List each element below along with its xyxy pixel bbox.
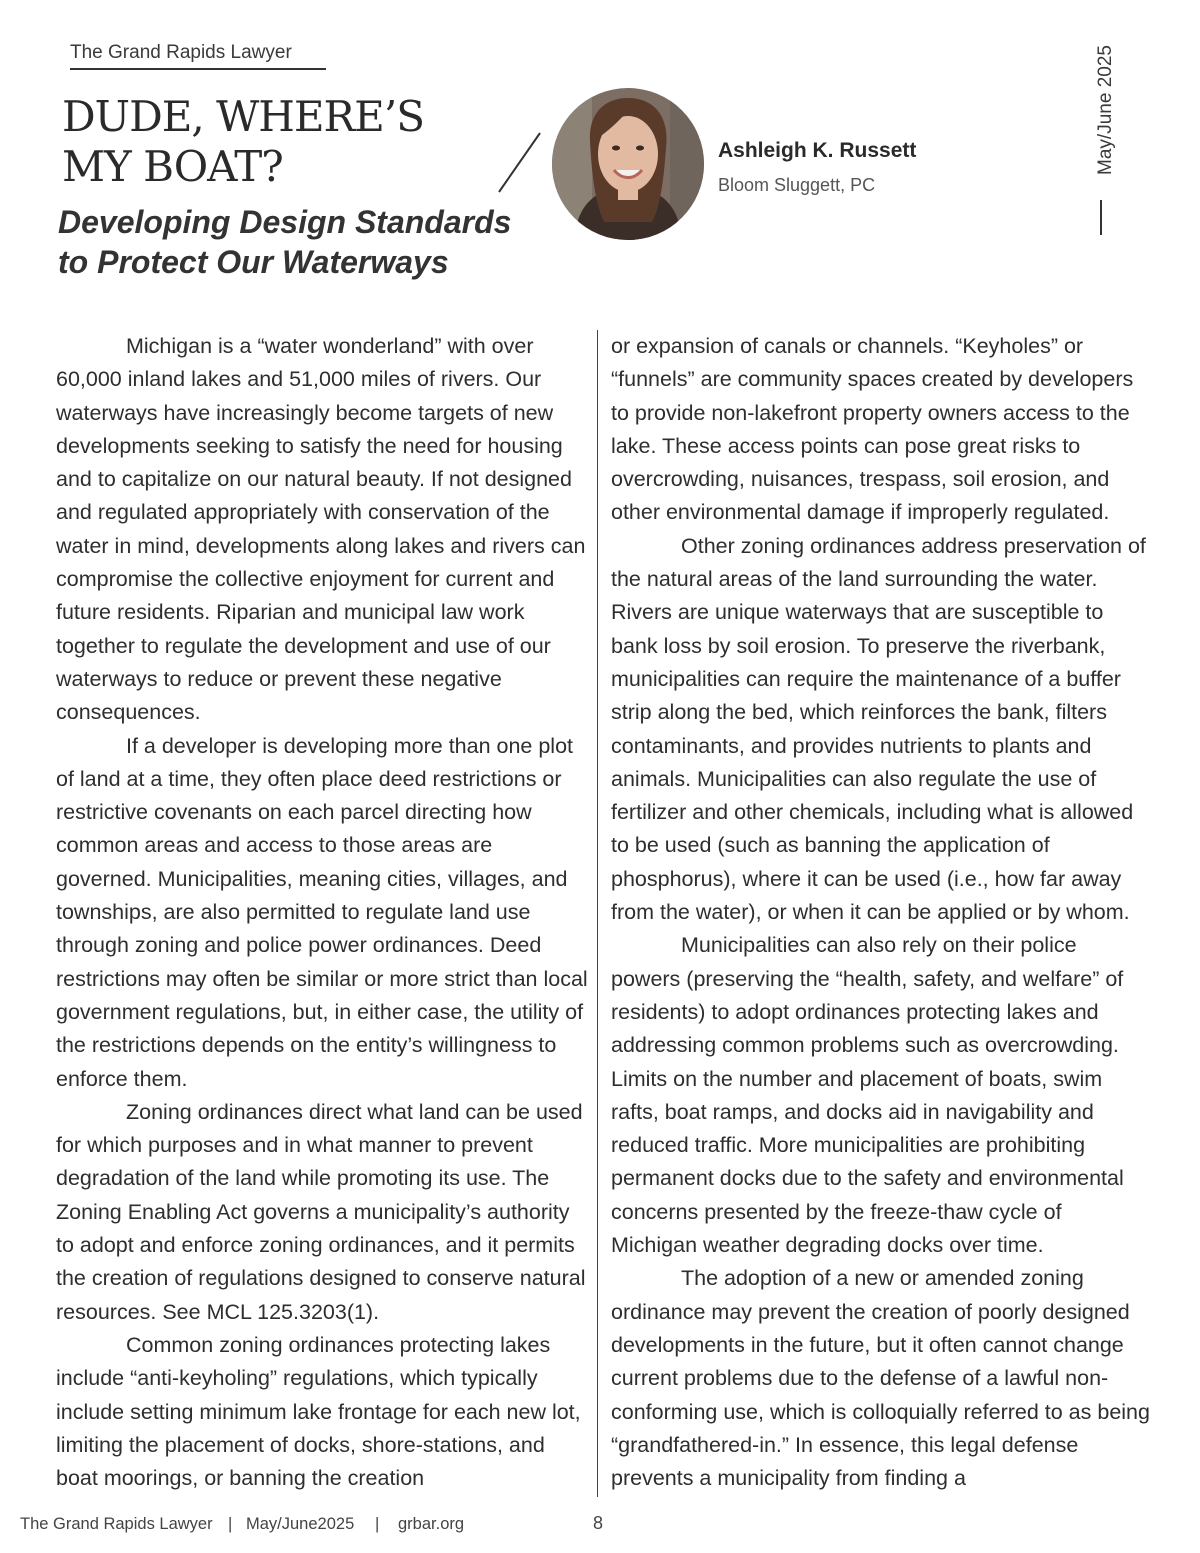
author-photo — [552, 88, 704, 240]
footer-separator: | — [228, 1515, 233, 1533]
column-divider — [597, 330, 598, 1497]
issue-date-vertical — [1094, 40, 1118, 180]
body-paragraph: If a developer is developing more than one plot of land at a time, they often place deed restrictions or restrictive covenants on each parcel directing how common areas and access to those areas are governed. Municipalities, meaning cities, villages, and townships, are also permitted to regulate land use through zoning and police power ordinances. Deed restrictions may often be similar or more strict than local government regulations, but, in either case, the utility of the restrictions depends on the entity’s willingness to enforce them. — [56, 733, 588, 1091]
vertical-rule — [1100, 200, 1102, 235]
publication-name: The Grand Rapids Lawyer — [70, 42, 326, 70]
body-paragraph-continued: or expansion of canals or channels. “Keyholes” or “funnels” are community spaces created by developers to provide non-lakefront property owners access to the lake. These access points can pose great risks to overcrowding, nuisances, trespass, soil erosion, and other environmental damage if improperly regulated. — [611, 334, 1134, 525]
article-column-right — [611, 330, 1151, 1495]
body-paragraph: Municipalities can also rely on their police powers (preserving the “health, safety, and welfare” of residents) to adopt ordinances protecting lakes and addressing common problems such as overcrowding. Limits on the number and placement of boats, swim rafts, boat ramps, and docks aid in navigability and reduced traffic. More municipalities are prohibiting permanent docks due to the safety and environmental concerns presented by the freeze-thaw cycle of Michigan weather degrading docks over time. — [611, 933, 1124, 1258]
article-column-left — [56, 330, 588, 1495]
footer-issue: May/June2025 — [246, 1515, 355, 1533]
author-name: Ashleigh K. Russett — [718, 139, 917, 162]
body-paragraph: Zoning ordinances direct what land can be used for which purposes and in what manner to prevent degradation of the land while promoting its use. The Zoning Enabling Act governs a municipality’s authority to adopt and enforce zoning ordinances, and it permits the creation of regulations designed to conserve natural resources. See MCL 125.3203(1). — [56, 1099, 586, 1324]
body-paragraph: Michigan is a “water wonderland” with over 60,000 inland lakes and 51,000 miles of rivers. Our waterways have increasingly become targets of new developments seeking to satisfy the need for housing and to capitalize on our natural beauty. If not designed and regulated appropriately with conservation of the water in mind, developments along lakes and rivers can compromise the collective enjoyment for current and future residents. Riparian and municipal law work together to regulate the development and use of our waterways to reduce or prevent these negative consequences. — [56, 334, 586, 725]
body-paragraph: Other zoning ordinances address preservation of the natural areas of the land surrounding the water. Rivers are unique waterways that are susceptible to bank loss by soil erosion. To preserve the riverbank, municipalities can require the maintenance of a buffer strip along the bed, which reinforces the bank, filters contaminants, and provides nutrients to plants and animals. Municipalities can also regulate the use of fertilizer and other chemicals, including what is allowed to be used (such as banning the application of phosphorus), where it can be used (i.e., how far away from the water), or when it can be applied or by whom. — [611, 533, 1146, 925]
article-subtitle: Developing Design Standards to Protect Our Waterways — [58, 204, 512, 280]
slash-divider — [495, 130, 545, 195]
body-paragraph: The adoption of a new or amended zoning ordinance may prevent the creation of poorly designed developments in the future, but it often cannot change current problems due to the defense of a lawful non-conforming use, which is colloquially referred to as being “grandfathered-in.” In essence, this legal defense prevents a municipality from finding a — [611, 1266, 1150, 1491]
footer-publication: The Grand Rapids Lawyer — [20, 1515, 213, 1533]
footer-separator: | — [375, 1515, 380, 1533]
body-paragraph: Common zoning ordinances protecting lakes include “anti-keyholing” regulations, which typically include setting minimum lake frontage for each new lot, limiting the placement of docks, shore-stations, and boat moorings, or banning the creation — [56, 1332, 581, 1491]
author-firm: Bloom Sluggett, PC — [718, 175, 876, 195]
footer-website-link[interactable]: grbar.org — [398, 1515, 465, 1533]
issue-date-text: May/June 2025 — [1095, 45, 1116, 175]
article-title: DUDE, WHERE’S MY BOAT? — [62, 92, 424, 191]
page-number: 8 — [593, 1513, 604, 1533]
